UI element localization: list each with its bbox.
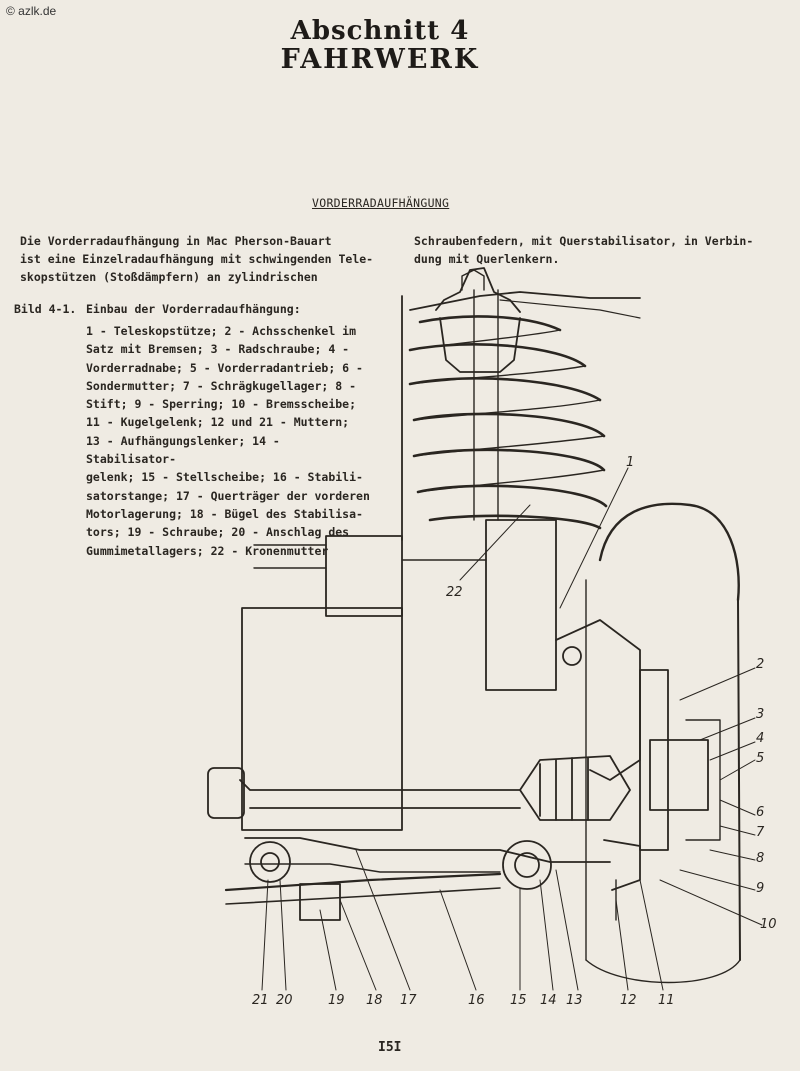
watermark: © azlk.de xyxy=(6,4,57,18)
callout-17: 17 xyxy=(400,993,417,1008)
tire-edge xyxy=(738,600,740,960)
inner-joint xyxy=(208,768,244,818)
coil-spring xyxy=(410,316,606,528)
callout-20: 20 xyxy=(276,993,293,1008)
callout-21: 21 xyxy=(252,993,269,1008)
callout-5: 5 xyxy=(756,751,765,766)
intro-text-left: Die Vorderradaufhängung in Mac Pherson-Bauart ist eine Einzelradaufhängung mit schwingenden Tele- skopstützen (Stoßdämpfern) an zylindrischen xyxy=(20,234,374,284)
callout-11: 11 xyxy=(658,993,675,1008)
telescopic-strut xyxy=(486,520,556,690)
section-heading: VORDERRADAUFHÄNGUNG xyxy=(312,196,450,210)
callout-7: 7 xyxy=(756,825,765,840)
callout-leaders xyxy=(262,468,765,990)
callout-1: 1 xyxy=(626,455,635,470)
section-title: Abschnitt 4 xyxy=(290,16,470,46)
chapter-title: FAHRWERK xyxy=(280,44,480,75)
engine-mount xyxy=(326,536,402,616)
callout-12: 12 xyxy=(620,993,637,1008)
hub-bolts xyxy=(686,720,720,840)
callout-8: 8 xyxy=(756,851,765,866)
callout-18: 18 xyxy=(366,993,383,1008)
drive-shaft xyxy=(240,780,520,808)
ball-joint xyxy=(604,840,640,890)
brake-disc xyxy=(640,670,668,850)
drive-shaft-boot xyxy=(520,756,630,820)
callout-3: 3 xyxy=(756,707,765,722)
figure-label: Bild 4-1. xyxy=(14,302,77,316)
engine-block xyxy=(242,608,402,830)
callout-13: 13 xyxy=(566,993,583,1008)
callout-15: 15 xyxy=(510,993,527,1008)
callout-2: 2 xyxy=(756,657,765,672)
callout-10: 10 xyxy=(760,917,777,932)
callout-22: 22 xyxy=(446,585,463,600)
control-arm xyxy=(245,838,610,862)
callout-19: 19 xyxy=(328,993,345,1008)
coil-spring-back xyxy=(410,330,560,350)
figure-title: Einbau der Vorderradaufhängung: xyxy=(86,302,301,316)
callout-9: 9 xyxy=(756,881,765,896)
callout-16: 16 xyxy=(468,993,485,1008)
callout-14: 14 xyxy=(540,993,557,1008)
wheel-hub xyxy=(650,740,708,810)
stabilizer-bracket xyxy=(300,884,340,920)
tire xyxy=(600,504,739,600)
rubber-metal-bearing xyxy=(250,842,290,882)
callout-6: 6 xyxy=(756,805,765,820)
page-number: I5I xyxy=(378,1040,402,1055)
stabilizer-joint xyxy=(503,841,551,889)
bolt xyxy=(563,647,581,665)
body-panel-line xyxy=(500,300,640,318)
callout-4: 4 xyxy=(756,731,765,746)
intro-text-right: Schraubenfedern, mit Querstabilisator, in Verbin- dung mit Querlenkern. xyxy=(414,234,754,266)
figure-legend: 1 - Teleskopstütze; 2 - Achsschenkel im Satz mit Bremsen; 3 - Radschraube; 4 - Vorderradnabe; 5 - Vorderradantrieb; 6 - Sondermutter; 7 - Schrägkugellager; 8 - Stift; 9 - Sperring; 10 - Bremsscheibe; 11 - Kugelgelenk; 12 und 21 - Muttern; 13 - Aufhängungslenker; 14 - Stabilisator- gelenk; 15 - Stellscheibe; 16 - Stabili- satorstange; 17 - Querträger der vorderen Motorlagerung; 18 - Bügel des Stabilisa- tors; 19 - Schraube; 20 - Anschlag des Gummimetallagers; 22 - Kronenmutter xyxy=(86,324,370,558)
strut-top-mount xyxy=(436,268,520,312)
body-panel-line xyxy=(410,292,640,310)
